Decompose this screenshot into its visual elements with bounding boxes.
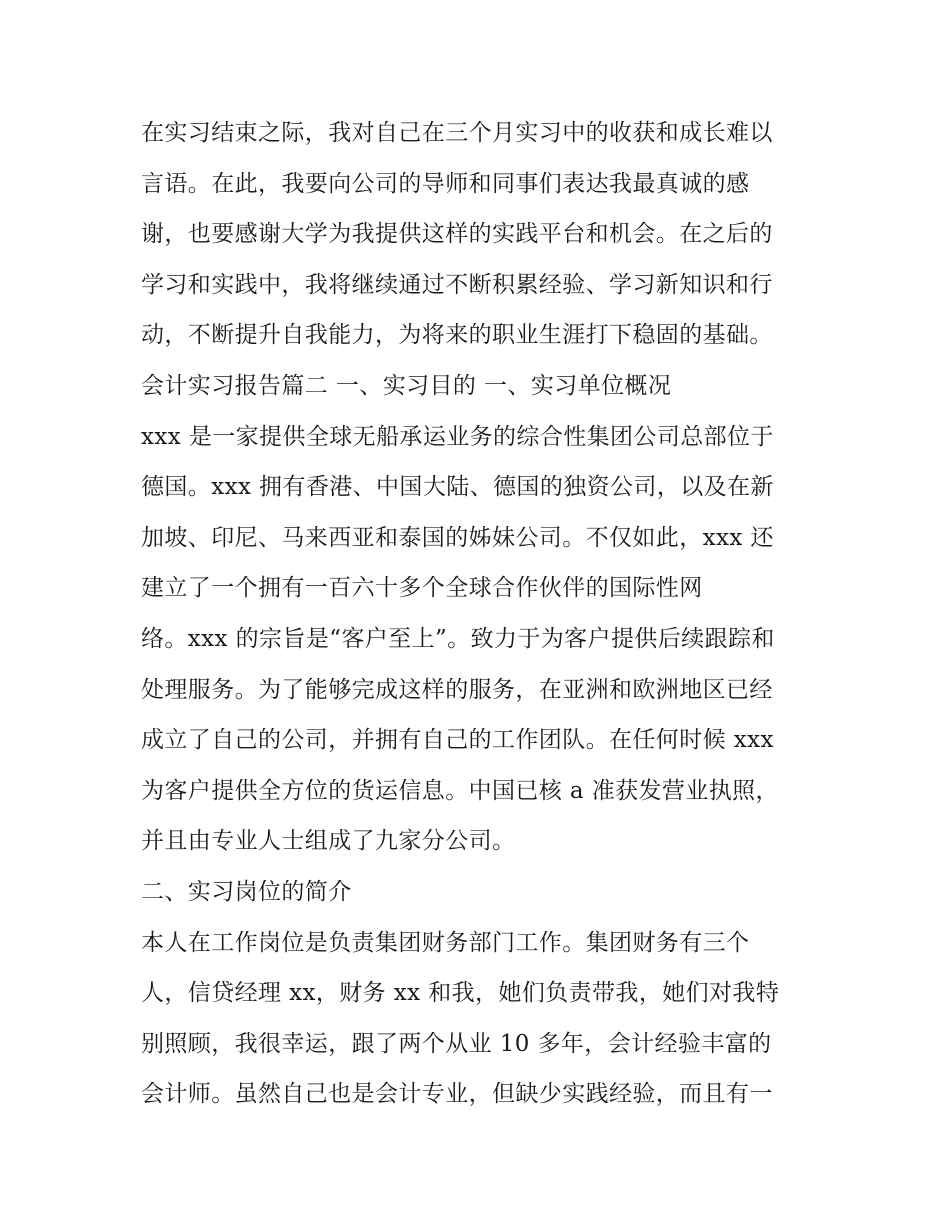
text-line: 为客户提供全方位的货运信息。中国已核 a 准获发营业执照， xyxy=(141,777,779,804)
text-line: 言语。在此，我要向公司的导师和同事们表达我最真诚的感 xyxy=(141,170,750,197)
text-line: 处理服务。为了能够完成这样的服务，在亚洲和欧洲地区已经 xyxy=(141,676,773,703)
text-line: 会计师。虽然自己也是会计专业，但缺少实践经验，而且有一 xyxy=(141,1081,773,1108)
document-body xyxy=(141,108,821,1120)
section-heading: 会计实习报告篇二 一、实习目的 一、实习单位概况 xyxy=(141,372,672,399)
text-line: 加坡、印尼、马来西亚和泰国的姊妹公司。不仅如此，xxx 还 xyxy=(141,524,774,551)
text-line: 学习和实践中，我将继续通过不断积累经验、学习新知识和行 xyxy=(141,271,773,298)
text-line: 络。xxx 的宗旨是“客户至上”。致力于为客户提供后续跟踪和 xyxy=(141,625,775,652)
text-line: 成立了自己的公司，并拥有自己的工作团队。在任何时候 xxx xyxy=(141,727,774,754)
text-line: xxx 是一家提供全球无船承运业务的综合性集团公司总部位于 xyxy=(141,423,774,450)
text-line: 谢，也要感谢大学为我提供这样的实践平台和机会。在之后的 xyxy=(141,221,773,248)
text-line: 别照顾，我很幸运，跟了两个从业 10 多年，会计经验丰富的 xyxy=(141,1030,772,1057)
text-line: 本人在工作岗位是负责集团财务部门工作。集团财务有三个 xyxy=(141,929,750,956)
text-line: 并且由专业人士组成了九家分公司。 xyxy=(141,828,516,855)
text-line: 动，不断提升自我能力，为将来的职业生涯打下稳固的基础。 xyxy=(141,322,773,349)
text-line: 人，信贷经理 xx，财务 xx 和我，她们负责带我，她们对我特 xyxy=(141,980,780,1007)
text-line: 在实习结束之际，我对自己在三个月实习中的收获和成长难以 xyxy=(141,120,773,146)
text-line: 德国。xxx 拥有香港、中国大陆、德国的独资公司，以及在新 xyxy=(141,474,774,501)
section-heading: 二、实习岗位的简介 xyxy=(141,878,352,905)
text-line: 建立了一个拥有一百六十多个全球合作伙伴的国际性网 xyxy=(141,575,703,602)
